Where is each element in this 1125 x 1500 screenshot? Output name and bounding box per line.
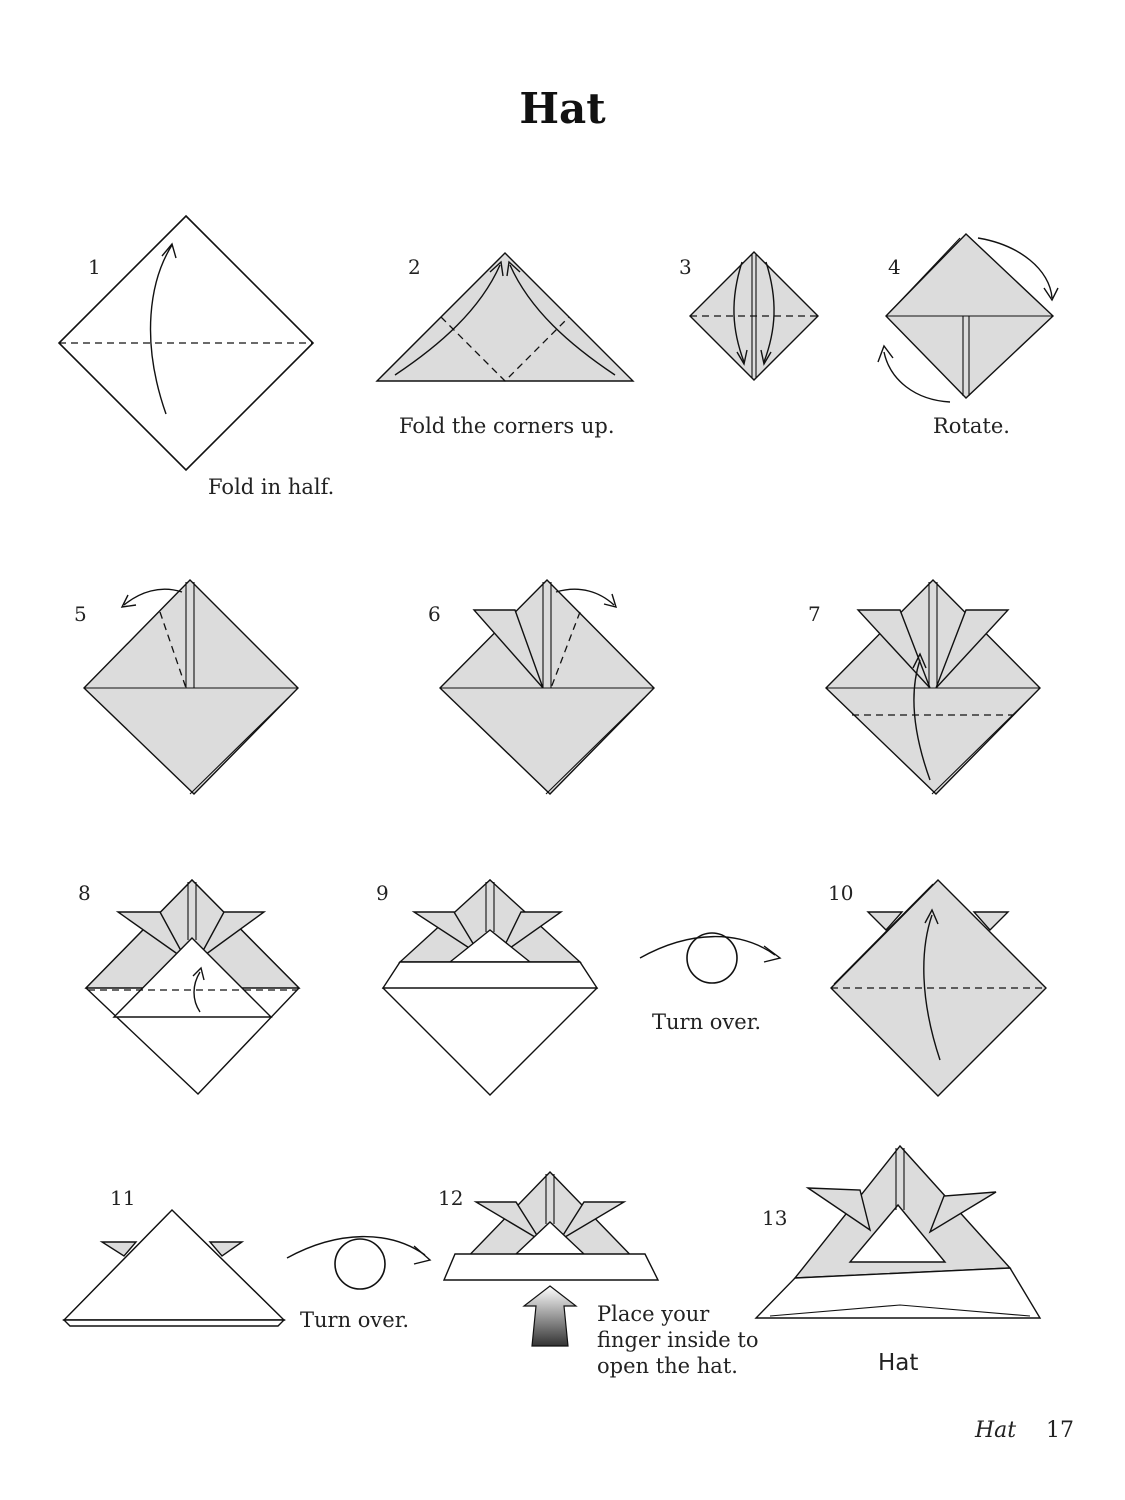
step-4-number: 4 [888, 255, 901, 279]
step-8-diagram [78, 880, 299, 1094]
step-13-diagram [756, 1146, 1040, 1318]
step-6-number: 6 [428, 602, 441, 626]
step-9-caption: Turn over. [652, 1010, 762, 1034]
step-1-caption: Fold in half. [208, 475, 335, 499]
step-5-number: 5 [74, 602, 87, 626]
step-7-diagram [808, 580, 1040, 794]
step-6-diagram [428, 580, 654, 794]
page-number: 17 [1046, 1418, 1074, 1443]
step-8-number: 8 [78, 881, 91, 905]
step-9-number: 9 [376, 881, 389, 905]
turn-over-symbol-2 [287, 1237, 430, 1289]
step-10-number: 10 [828, 881, 854, 905]
step-2-diagram [377, 253, 633, 381]
step-5-diagram [74, 580, 298, 794]
step-3-number: 3 [679, 255, 692, 279]
step-7-number: 7 [808, 602, 821, 626]
turn-over-symbol-1 [640, 933, 780, 983]
step-4-caption: Rotate. [933, 414, 1010, 438]
page-title: Hat [519, 84, 606, 133]
step-12-number: 12 [438, 1186, 464, 1210]
step-13-caption: Hat [878, 1350, 919, 1376]
step-2-number: 2 [408, 255, 421, 279]
step-2-caption: Fold the corners up. [399, 414, 615, 438]
step-3-diagram [679, 252, 818, 380]
step-9-diagram [376, 880, 597, 1095]
step-11-number: 11 [110, 1186, 136, 1210]
step-10-diagram [828, 880, 1046, 1096]
step-13-number: 13 [762, 1206, 788, 1230]
step-11-caption: Turn over. [300, 1308, 410, 1332]
step-12-caption-line-1: Place your [597, 1302, 710, 1326]
push-arrow-icon [524, 1286, 576, 1346]
step-11-diagram [64, 1186, 284, 1326]
step-1-number: 1 [88, 255, 101, 279]
step-1-diagram [59, 216, 313, 470]
step-12-caption-line-3: open the hat. [597, 1354, 738, 1378]
step-12-caption-line-2: finger inside to [597, 1328, 759, 1352]
footer-section-title: Hat [975, 1418, 1017, 1443]
step-4-diagram [878, 234, 1058, 402]
